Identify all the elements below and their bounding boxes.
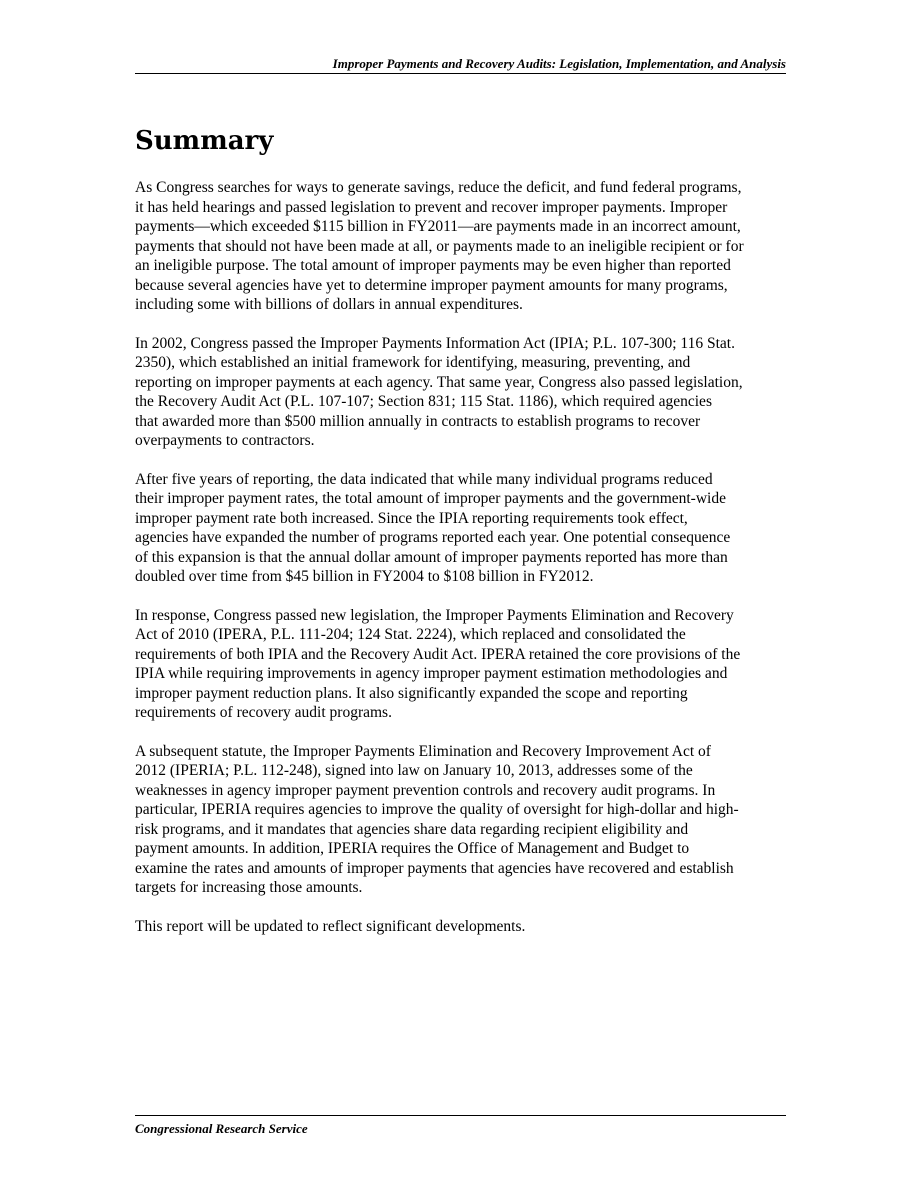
summary-body [135,178,786,955]
page-title: Summary [135,126,274,156]
footer-rule [135,1115,786,1116]
running-footer-publisher: Congressional Research Service [135,1121,308,1136]
paragraph-1 [135,178,786,315]
paragraph-line: A subsequent statute, the Improper Payments Elimination and Recovery Improvement Act of [135,742,711,760]
paragraph-line: risk programs, and it mandates that agencies share data regarding recipient eligibility and [135,820,689,838]
paragraph-line: weaknesses in agency improper payment prevention controls and recovery audit programs. In [135,781,716,799]
paragraph-2 [135,334,786,451]
paragraph-line: improper payment reduction plans. It also significantly expanded the scope and reporting [135,684,688,702]
paragraph-line: improper payment rate both increased. Since the IPIA reporting requirements took effect, [135,509,688,527]
running-header-title: Improper Payments and Recovery Audits: Legislation, Implementation, and Analysis [332,56,786,71]
paragraph-line: examine the rates and amounts of improper payments that agencies have recovered and establish [135,859,734,877]
paragraph-line: overpayments to contractors. [135,432,315,449]
paragraph-line: reporting on improper payments at each agency. That same year, Congress also passed legislation, [135,373,743,391]
paragraph-6 [135,917,786,937]
paragraph-line: requirements of recovery audit programs. [135,704,392,721]
paragraph-line: payments that should not have been made at all, or payments made to an ineligible recipient or for [135,237,744,255]
paragraph-line: because several agencies have yet to determine improper payment amounts for many programs, [135,276,728,294]
paragraph-line: 2012 (IPERIA; P.L. 112-248), signed into law on January 10, 2013, addresses some of the [135,762,693,779]
paragraph-line: IPIA while requiring improvements in agency improper payment estimation methodologies and [135,665,728,682]
paragraph-line: In response, Congress passed new legislation, the Improper Payments Elimination and Recovery [135,606,734,624]
paragraph-line: particular, IPERIA requires agencies to improve the quality of oversight for high-dollar and high- [135,801,739,818]
paragraph-line: of this expansion is that the annual dollar amount of improper payments reported has more than [135,548,728,566]
paragraph-line: After five years of reporting, the data indicated that while many individual programs reduced [135,470,713,488]
paragraph-line: that awarded more than $500 million annually in contracts to establish programs to recover [135,412,701,430]
header-rule [135,73,786,74]
paragraph-line: requirements of both IPIA and the Recovery Audit Act. IPERA retained the core provisions of the [135,645,741,663]
paragraph-line: As Congress searches for ways to generate savings, reduce the deficit, and fund federal programs, [135,179,742,196]
paragraph-line: doubled over time from $45 billion in FY2004 to $108 billion in FY2012. [135,568,594,585]
paragraph-line: the Recovery Audit Act (P.L. 107-107; Section 831; 115 Stat. 1186), which required agencies [135,393,712,410]
paragraph-line: 2350), which established an initial framework for identifying, measuring, preventing, and [135,354,691,371]
paragraph-line: it has held hearings and passed legislation to prevent and recover improper payments. Improper [135,198,728,216]
paragraph-line: In 2002, Congress passed the Improper Payments Information Act (IPIA; P.L. 107-300; 116 Stat. [135,334,735,352]
paragraph-4 [135,606,786,723]
paragraph-line: Act of 2010 (IPERA, P.L. 111-204; 124 Stat. 2224), which replaced and consolidated the [135,626,686,643]
paragraph-line: including some with billions of dollars in annual expenditures. [135,296,523,313]
paragraph-3 [135,470,786,587]
paragraph-line: This report will be updated to reflect significant developments. [135,917,526,935]
paragraph-5 [135,742,786,898]
paragraph-line: an ineligible purpose. The total amount of improper payments may be even higher than reported [135,257,731,274]
paragraph-line: agencies have expanded the number of programs reported each year. One potential consequence [135,529,731,546]
paragraph-line: targets for increasing those amounts. [135,879,363,896]
paragraph-line: their improper payment rates, the total amount of improper payments and the government-wide [135,490,726,507]
paragraph-line: payments—which exceeded $115 billion in FY2011—are payments made in an incorrect amount, [135,218,741,235]
paragraph-line: payment amounts. In addition, IPERIA requires the Office of Management and Budget to [135,840,690,857]
